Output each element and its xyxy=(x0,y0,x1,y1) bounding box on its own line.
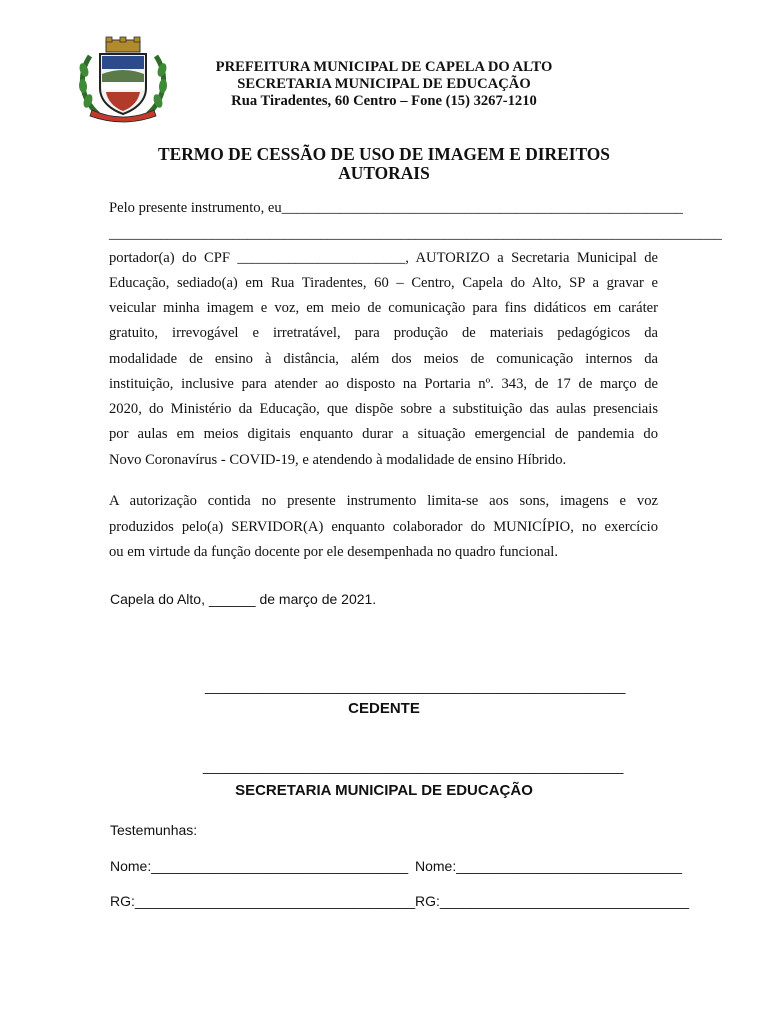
header-secretariat: SECRETARIA MUNICIPAL DE EDUCAÇÃO xyxy=(237,76,531,92)
cedente-label: CEDENTE xyxy=(348,700,420,717)
date-line: Capela do Alto, ______ de março de 2021. xyxy=(110,591,377,607)
paragraph-line: A autorização contida no presente instrumento limita-se aos sons, imagens e voz xyxy=(109,493,658,509)
paragraph-line: Educação, sediado(a) em Rua Tiradentes, 60 – Centro, Capela do Alto, SP a gravar e xyxy=(109,275,658,291)
paragraph-line: modalidade de ensino à distância, além dos meios de comunicação internos da xyxy=(109,351,658,367)
paragraph-line: 2020, do Ministério da Educação, que dispõe sobre a substituição das aulas presenciais xyxy=(109,401,658,417)
header-address: Rua Tiradentes, 60 Centro – Fone (15) 3267-1210 xyxy=(231,93,537,109)
paragraph-line: Pelo presente instrumento, eu_______________________________________________________ xyxy=(109,200,683,216)
secretariat-label: SECRETARIA MUNICIPAL DE EDUCAÇÃO xyxy=(235,782,533,799)
witness-1-name-field: Nome:_________________________________ xyxy=(110,858,409,874)
paragraph-line: produzidos pelo(a) SERVIDOR(A) enquanto colaborador do MUNICÍPIO, no exercício xyxy=(109,519,658,535)
municipal-coat-of-arms-icon xyxy=(76,36,170,122)
paragraph-line: ____________________________________________________________________________________ xyxy=(109,226,722,242)
paragraph-line: portador(a) do CPF _______________________, AUTORIZO a Secretaria Municipal de xyxy=(109,250,658,266)
witnesses-label: Testemunhas: xyxy=(110,822,198,838)
paragraph-line: veicular minha imagem e voz, em meio de comunicação para fins didáticos em caráter xyxy=(109,300,658,316)
paragraph-line: gratuito, irrevogável e irretratável, para produção de materiais pedagógicos da xyxy=(109,325,658,341)
paragraph-line: ou em virtude da função docente por ele desempenhada no quadro funcional. xyxy=(109,544,558,560)
header-municipality: PREFEITURA MUNICIPAL DE CAPELA DO ALTO xyxy=(215,59,553,75)
paragraph-line: por aulas em meios digitais enquanto durar a situação emergencial de pandemia do xyxy=(109,426,658,442)
document-title-line-2: AUTORAIS xyxy=(338,163,430,183)
cedente-signature-line: ______________________________________________________ xyxy=(205,678,626,694)
secretariat-signature-line: ______________________________________________________ xyxy=(203,758,624,774)
witness-1-rg-field: RG:____________________________________ xyxy=(110,893,416,909)
paragraph-line: Novo Coronavírus - COVID-19, e atendendo à modalidade de ensino Híbrido. xyxy=(109,452,567,468)
paragraph-line: instituição, inclusive para atender ao disposto na Portaria nº. 343, de 17 de março de xyxy=(109,376,658,392)
document-title-line-1: TERMO DE CESSÃO DE USO DE IMAGEM E DIREITOS xyxy=(158,144,610,164)
witness-2-name-field: Nome:_____________________________ xyxy=(415,858,683,874)
witness-2-rg-field: RG:________________________________ xyxy=(415,893,690,909)
